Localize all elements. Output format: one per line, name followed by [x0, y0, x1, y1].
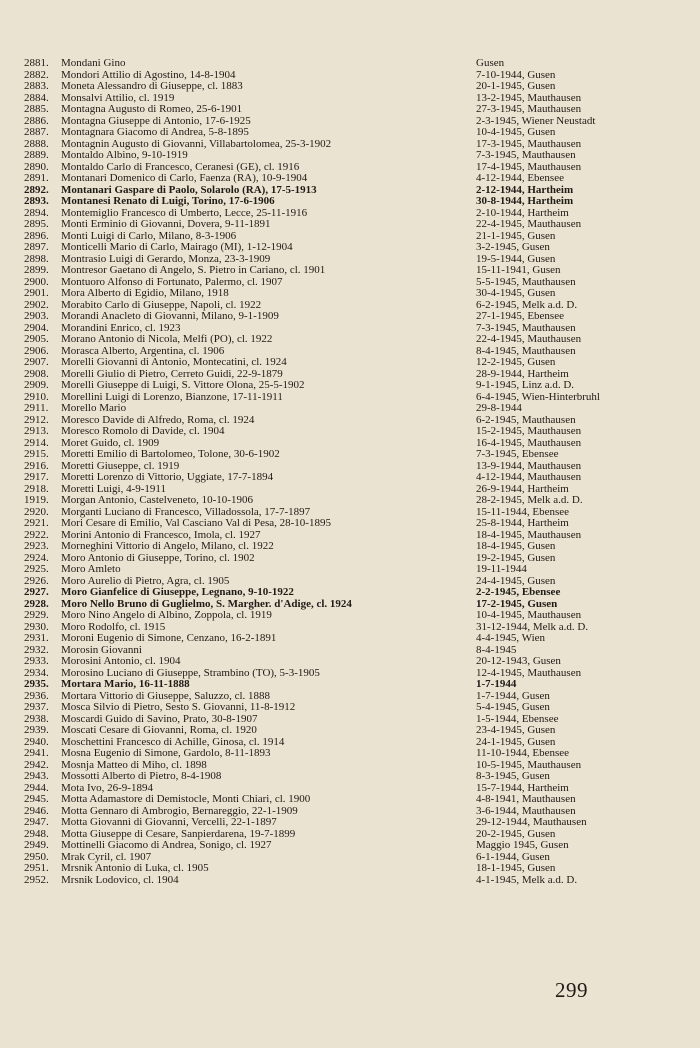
- list-item: [24, 725, 664, 737]
- entry-number: 2936.: [24, 689, 49, 702]
- entry-death-date-place: Maggio 1945, Gusen: [476, 839, 569, 851]
- entry-number: 2925.: [24, 563, 49, 575]
- entry-number: 2947.: [24, 816, 49, 828]
- list-item: [24, 817, 664, 829]
- entry-name-details: Moscardi Guido di Savino, Prato, 30-8-1907: [61, 713, 258, 725]
- entry-name-details: Motta Adamastore di Demistocle, Monti Chiari, cl. 1900: [61, 794, 311, 805]
- entry-number: 2897.: [24, 241, 49, 253]
- entry-death-date-place: 25-8-1944, Hartheim: [476, 517, 569, 529]
- entry-number: 2893.: [24, 195, 49, 207]
- entry-number: 2931.: [24, 632, 49, 644]
- entry-name-details: Moro Gianfelice di Giuseppe, Legnano, 9-10-1922: [61, 587, 294, 598]
- entry-name-details: Motta Giuseppe di Cesare, Sanpierdarena, 19-7-1899: [61, 828, 296, 840]
- list-item: [24, 576, 664, 588]
- entry-name-details: Morini Antonio di Francesco, Imola, cl. 1927: [61, 529, 261, 541]
- entry-name-details: Morosino Luciano di Giuseppe, Strambino (TO), 5-3-1905: [61, 667, 320, 679]
- entry-death-date-place: 30-4-1945, Gusen: [476, 287, 556, 299]
- entry-number: 2887.: [24, 126, 49, 138]
- entry-number: 2920.: [24, 505, 49, 518]
- list-item: [24, 346, 664, 358]
- list-item: [24, 254, 664, 266]
- entry-number: 2907.: [24, 356, 49, 368]
- entry-death-date-place: 7-3-1945, Mauthausen: [476, 149, 576, 161]
- entry-death-date-place: 7-3-1945, Ebensee: [476, 448, 559, 460]
- entry-death-date-place: 7-10-1944, Gusen: [476, 68, 556, 81]
- list-item: [24, 553, 664, 565]
- entry-name-details: Moro Amleto: [61, 564, 121, 575]
- list-item: [24, 277, 664, 289]
- entry-name-details: Mosna Eugenio di Simone, Gardolo, 8-11-1893: [61, 748, 271, 759]
- entry-death-date-place: 16-4-1945, Mauthausen: [476, 436, 582, 449]
- entry-number: 2932.: [24, 643, 49, 656]
- entry-number: 2892.: [24, 183, 49, 196]
- entry-name-details: Motta Giovanni di Giovanni, Vercelli, 22-1-1897: [61, 817, 277, 828]
- list-item: [24, 173, 664, 185]
- entry-number: 2914.: [24, 436, 49, 449]
- entry-name-details: Morellini Luigi di Lorenzo, Bianzone, 17-11-1911: [61, 391, 283, 403]
- list-item: [24, 357, 664, 369]
- entry-number: 2888.: [24, 137, 49, 150]
- entry-name-details: Morelli Giulio di Pietro, Cerreto Guidi, 22-9-1879: [61, 368, 283, 380]
- entry-name-details: Montagna Augusto di Romeo, 25-6-1901: [61, 104, 243, 115]
- entry-number: 2895.: [24, 218, 49, 230]
- entry-death-date-place: 4-1-1945, Melk a.d. D.: [476, 873, 578, 886]
- entry-number: 2921.: [24, 517, 49, 529]
- entry-death-date-place: 4-12-1944, Mauthausen: [476, 471, 582, 483]
- entry-number: 2899.: [24, 264, 49, 276]
- entry-death-date-place: 27-3-1945, Mauthausen: [476, 103, 582, 115]
- list-item: [24, 265, 664, 277]
- list-item: [24, 162, 664, 174]
- entry-death-date-place: 9-1-1945, Linz a.d. D.: [476, 379, 575, 391]
- entry-death-date-place: 31-12-1944, Melk a.d. D.: [476, 620, 589, 633]
- list-item: [24, 530, 664, 542]
- entry-name-details: Montagnara Giacomo di Andrea, 5-8-1895: [61, 127, 249, 138]
- list-item: [24, 104, 664, 116]
- entry-name-details: Morandini Enrico, cl. 1923: [61, 322, 181, 334]
- list-item: [24, 587, 664, 599]
- entry-name-details: Montanesi Renato di Luigi, Torino, 17-6-1906: [61, 196, 275, 207]
- entry-number: 2883.: [24, 80, 49, 92]
- entry-death-date-place: 17-3-1945, Mauthausen: [476, 137, 582, 150]
- entry-name-details: Mosnja Matteo di Miho, cl. 1898: [61, 759, 207, 771]
- entry-number: 2928.: [24, 597, 49, 610]
- entry-name-details: Montagnin Augusto di Giovanni, Villabartolomea, 25-3-1902: [61, 138, 332, 150]
- entry-death-date-place: 19-2-1945, Gusen: [476, 551, 556, 564]
- list-item: [24, 622, 664, 634]
- entry-name-details: Moretti Luigi, 4-9-1911: [61, 483, 166, 495]
- entry-name-details: Moro Antonio di Giuseppe, Torino, cl. 1902: [61, 552, 255, 564]
- entry-name-details: Montresor Gaetano di Angelo, S. Pietro in Cariano, cl. 1901: [61, 265, 326, 276]
- entry-number: 1919.: [24, 494, 49, 506]
- entry-death-date-place: 6-1-1944, Gusen: [476, 850, 550, 863]
- entry-number: 2903.: [24, 310, 49, 322]
- entry-number: 2910.: [24, 390, 49, 403]
- entry-name-details: Morandi Anacleto di Giovanni, Milano, 9-1-1909: [61, 311, 279, 322]
- deportee-list: [24, 58, 664, 886]
- entry-name-details: Mori Cesare di Emilio, Val Casciano Val di Pesa, 28-10-1895: [61, 518, 331, 529]
- list-item: [24, 242, 664, 254]
- entry-death-date-place: 19-11-1944: [476, 563, 527, 575]
- entry-number: 2881.: [24, 57, 49, 69]
- entry-name-details: Moro Rodolfo, cl. 1915: [61, 621, 166, 633]
- entry-name-details: Moret Guido, cl. 1909: [61, 437, 160, 449]
- entry-number: 2913.: [24, 425, 49, 437]
- entry-name-details: Moroni Eugenio di Simone, Cenzano, 16-2-1891: [61, 633, 277, 644]
- list-item: [24, 334, 664, 346]
- entry-name-details: Monti Luigi di Carlo, Milano, 8-3-1906: [61, 230, 237, 242]
- list-item: [24, 714, 664, 726]
- entry-death-date-place: 15-2-1945, Mauthausen: [476, 425, 582, 437]
- entry-number: 2933.: [24, 655, 49, 667]
- entry-death-date-place: 6-4-1945, Wien-Hinterbruhl: [476, 390, 600, 403]
- entry-name-details: Montrasio Luigi di Gerardo, Monza, 23-3-1909: [61, 253, 271, 265]
- entry-number: 2948.: [24, 827, 49, 840]
- list-item: [24, 426, 664, 438]
- entry-name-details: Morello Mario: [61, 403, 127, 414]
- entry-name-details: Morano Antonio di Nicola, Melfi (PO), cl. 1922: [61, 334, 273, 345]
- entry-number: 2912.: [24, 413, 49, 426]
- entry-death-date-place: 1-5-1944, Ebensee: [476, 712, 559, 725]
- entry-number: 2927.: [24, 586, 49, 598]
- entry-name-details: Montemiglio Francesco di Umberto, Lecce, 25-11-1916: [61, 207, 308, 219]
- entry-name-details: Mrak Cyril, cl. 1907: [61, 851, 152, 863]
- entry-number: 2911.: [24, 402, 49, 414]
- list-item: [24, 449, 664, 461]
- entry-name-details: Monsalvi Attilio, cl. 1919: [61, 92, 175, 104]
- entry-death-date-place: 23-4-1945, Gusen: [476, 724, 556, 736]
- entry-number: 2930.: [24, 620, 49, 633]
- list-item: [24, 495, 664, 507]
- entry-death-date-place: 22-4-1945, Mauthausen: [476, 333, 582, 345]
- entry-name-details: Mrsnik Antonio di Luka, cl. 1905: [61, 863, 209, 874]
- entry-death-date-place: 6-2-1945, Mauthausen: [476, 413, 576, 426]
- entry-name-details: Moresco Davide di Alfredo, Roma, cl. 1924: [61, 414, 255, 426]
- list-item: [24, 564, 664, 576]
- entry-death-date-place: 10-4-1945, Gusen: [476, 126, 556, 138]
- entry-number: 2939.: [24, 724, 49, 736]
- entry-name-details: Moschettini Francesco di Achille, Ginosa, cl. 1914: [61, 736, 285, 748]
- entry-number: 2917.: [24, 471, 49, 483]
- entry-number: 2891.: [24, 172, 49, 184]
- entry-death-date-place: 10-5-1945, Mauthausen: [476, 758, 582, 771]
- entry-number: 2934.: [24, 666, 49, 679]
- entry-number: 2949.: [24, 839, 49, 851]
- list-item: [24, 668, 664, 680]
- list-item: [24, 127, 664, 139]
- entry-death-date-place: 12-4-1945, Mauthausen: [476, 666, 582, 679]
- entry-name-details: Mondani Gino: [61, 58, 126, 69]
- list-item: [24, 380, 664, 392]
- entry-name-details: Morneghini Vittorio di Angelo, Milano, cl. 1922: [61, 541, 274, 552]
- list-item: [24, 875, 664, 887]
- entry-name-details: Montaldo Albino, 9-10-1919: [61, 150, 188, 161]
- entry-death-date-place: 2-3-1945, Wiener Neustadt: [476, 114, 596, 127]
- list-item: [24, 392, 664, 404]
- list-item: [24, 760, 664, 772]
- entry-name-details: Morabito Carlo di Giuseppe, Napoli, cl. 1922: [61, 299, 262, 311]
- list-item: [24, 748, 664, 760]
- list-item: [24, 840, 664, 852]
- entry-number: 2902.: [24, 298, 49, 311]
- list-item: [24, 656, 664, 668]
- entry-death-date-place: 24-4-1945, Gusen: [476, 574, 556, 587]
- entry-number: 2905.: [24, 333, 49, 345]
- list-item: [24, 311, 664, 323]
- entry-death-date-place: 2-2-1945, Ebensee: [476, 586, 561, 598]
- entry-name-details: Morelli Giuseppe di Luigi, S. Vittore Olona, 25-5-1902: [61, 380, 305, 391]
- list-item: [24, 288, 664, 300]
- entry-number: 2950.: [24, 850, 49, 863]
- entry-death-date-place: 20-2-1945, Gusen: [476, 827, 556, 840]
- entry-name-details: Montaldo Carlo di Francesco, Ceranesi (GE), cl. 1916: [61, 161, 300, 173]
- list-item: [24, 794, 664, 806]
- entry-name-details: Morelli Giovanni di Antonio, Montecatini, cl. 1924: [61, 357, 287, 368]
- entry-death-date-place: 30-8-1944, Hartheim: [476, 195, 574, 207]
- entry-name-details: Morgan Antonio, Castelveneto, 10-10-1906: [61, 495, 253, 506]
- entry-death-date-place: 1-7-1944, Gusen: [476, 689, 550, 702]
- entry-name-details: Moro Nello Bruno di Guglielmo, S. Margher. d'Adige, cl. 1924: [61, 598, 352, 610]
- entry-death-date-place: 13-2-1945, Mauthausen: [476, 91, 582, 104]
- entry-name-details: Montanari Gaspare di Paolo, Solarolo (RA), 17-5-1913: [61, 184, 317, 196]
- list-item: [24, 150, 664, 162]
- entry-death-date-place: 1-7-1944: [476, 678, 517, 690]
- entry-number: 2918.: [24, 482, 49, 495]
- entry-death-date-place: 20-1-1945, Gusen: [476, 80, 556, 92]
- entry-number: 2922.: [24, 528, 49, 541]
- entry-number: 2889.: [24, 149, 49, 161]
- entry-death-date-place: 28-9-1944, Hartheim: [476, 367, 569, 380]
- list-item: [24, 852, 664, 864]
- entry-death-date-place: 8-4-1945, Mauthausen: [476, 344, 576, 357]
- entry-name-details: Mrsnik Lodovico, cl. 1904: [61, 874, 179, 886]
- entry-name-details: Montagna Giuseppe di Antonio, 17-6-1925: [61, 115, 251, 127]
- entry-death-date-place: 24-1-1945, Gusen: [476, 735, 556, 748]
- list-item: [24, 196, 664, 208]
- entry-name-details: Moneta Alessandro di Giuseppe, cl. 1883: [61, 81, 243, 92]
- entry-death-date-place: 4-12-1944, Ebensee: [476, 172, 564, 184]
- entry-name-details: Morganti Luciano di Francesco, Villadossola, 17-7-1897: [61, 506, 311, 518]
- entry-number: 2909.: [24, 379, 49, 391]
- entry-death-date-place: 15-11-1941, Gusen: [476, 264, 561, 276]
- list-item: [24, 691, 664, 703]
- entry-death-date-place: 19-5-1944, Gusen: [476, 252, 556, 265]
- entry-number: 2894.: [24, 206, 49, 219]
- entry-number: 2890.: [24, 160, 49, 173]
- entry-death-date-place: 5-4-1945, Gusen: [476, 701, 550, 713]
- entry-name-details: Moresco Romolo di Davide, cl. 1904: [61, 426, 225, 437]
- entry-death-date-place: 18-4-1945, Gusen: [476, 540, 556, 552]
- entry-death-date-place: 7-3-1945, Mauthausen: [476, 321, 576, 334]
- entry-name-details: Mota Ivo, 26-9-1894: [61, 782, 153, 794]
- entry-number: 2945.: [24, 793, 49, 805]
- entry-name-details: Moretti Giuseppe, cl. 1919: [61, 460, 180, 472]
- entry-death-date-place: 10-4-1945, Mauthausen: [476, 609, 582, 621]
- entry-death-date-place: 21-1-1945, Gusen: [476, 229, 556, 242]
- entry-number: 2885.: [24, 103, 49, 115]
- entry-number: 2926.: [24, 574, 49, 587]
- entry-death-date-place: 2-10-1944, Hartheim: [476, 206, 569, 219]
- entry-number: 2935.: [24, 678, 49, 690]
- entry-death-date-place: 6-2-1945, Melk a.d. D.: [476, 298, 578, 311]
- entry-number: 2946.: [24, 804, 49, 817]
- entry-name-details: Morosini Antonio, cl. 1904: [61, 656, 181, 667]
- entry-name-details: Morasca Alberto, Argentina, cl. 1906: [61, 345, 225, 357]
- entry-death-date-place: Gusen: [476, 57, 505, 69]
- entry-number: 2904.: [24, 321, 49, 334]
- entry-death-date-place: 5-5-1945, Mauthausen: [476, 275, 576, 288]
- list-item: [24, 300, 664, 312]
- list-item: [24, 771, 664, 783]
- entry-number: 2886.: [24, 114, 49, 127]
- entry-name-details: Monti Erminio di Giovanni, Dovera, 9-11-1891: [61, 219, 271, 230]
- list-item: [24, 58, 664, 70]
- entry-death-date-place: 17-2-1945, Gusen: [476, 597, 558, 610]
- entry-number: 2898.: [24, 252, 49, 265]
- entry-death-date-place: 27-1-1945, Ebensee: [476, 310, 564, 322]
- entry-name-details: Motta Gennaro di Ambrogio, Bernareggio, 22-1-1909: [61, 805, 298, 817]
- entry-death-date-place: 26-9-1944, Hartheim: [476, 482, 569, 495]
- list-item: [24, 633, 664, 645]
- entry-name-details: Mortara Mario, 16-11-1888: [61, 679, 190, 690]
- entry-name-details: Monticelli Mario di Carlo, Mairago (MI), 1-12-1904: [61, 242, 293, 253]
- list-item: [24, 231, 664, 243]
- entry-death-date-place: 3-6-1944, Mauthausen: [476, 804, 576, 817]
- entry-number: 2943.: [24, 770, 49, 782]
- entry-death-date-place: 12-2-1945, Gusen: [476, 356, 556, 368]
- list-item: [24, 863, 664, 875]
- entry-name-details: Moretti Lorenzo di Vittorio, Uggiate, 17-7-1894: [61, 472, 274, 483]
- entry-number: 2952.: [24, 873, 49, 886]
- entry-death-date-place: 8-3-1945, Gusen: [476, 770, 550, 782]
- entry-number: 2944.: [24, 781, 49, 794]
- entry-number: 2900.: [24, 275, 49, 288]
- entry-number: 2906.: [24, 344, 49, 357]
- entry-death-date-place: 22-4-1945, Mauthausen: [476, 218, 582, 230]
- entry-name-details: Mottinelli Giacomo di Andrea, Sonigo, cl. 1927: [61, 840, 272, 851]
- entry-number: 2908.: [24, 367, 49, 380]
- list-item: [24, 679, 664, 691]
- entry-number: 2924.: [24, 551, 49, 564]
- entry-number: 2929.: [24, 609, 49, 621]
- entry-death-date-place: 28-2-1945, Melk a.d. D.: [476, 494, 583, 506]
- list-item: [24, 116, 664, 128]
- entry-death-date-place: 29-12-1944, Mauthausen: [476, 816, 587, 828]
- entry-number: 2941.: [24, 747, 49, 759]
- entry-number: 2916.: [24, 459, 49, 472]
- entry-death-date-place: 8-4-1945: [476, 643, 517, 656]
- entry-name-details: Mossotti Alberto di Pietro, 8-4-1908: [61, 771, 222, 782]
- entry-death-date-place: 17-4-1945, Mauthausen: [476, 160, 582, 173]
- entry-number: 2937.: [24, 701, 49, 713]
- list-item: [24, 70, 664, 82]
- list-item: [24, 645, 664, 657]
- list-item: [24, 472, 664, 484]
- entry-death-date-place: 2-12-1944, Hartheim: [476, 183, 574, 196]
- entry-number: 2951.: [24, 862, 49, 874]
- entry-death-date-place: 15-11-1944, Ebensee: [476, 505, 570, 518]
- list-item: [24, 219, 664, 231]
- entry-death-date-place: 3-2-1945, Gusen: [476, 241, 550, 253]
- entry-number: 2938.: [24, 712, 49, 725]
- entry-death-date-place: 18-4-1945, Mauthausen: [476, 528, 582, 541]
- entry-death-date-place: 20-12-1943, Gusen: [476, 655, 561, 667]
- entry-number: 2882.: [24, 68, 49, 81]
- entry-number: 2901.: [24, 287, 49, 299]
- entry-name-details: Moro Aurelio di Pietro, Agra, cl. 1905: [61, 575, 230, 587]
- entry-name-details: Moretti Emilio di Bartolomeo, Tolone, 30-6-1902: [61, 449, 280, 460]
- list-item: [24, 702, 664, 714]
- entry-number: 2915.: [24, 448, 49, 460]
- entry-name-details: Montanari Domenico di Carlo, Faenza (RA), 10-9-1904: [61, 173, 308, 184]
- entry-name-details: Mosca Silvio di Pietro, Sesto S. Giovanni, 11-8-1912: [61, 702, 296, 713]
- list-item: [24, 518, 664, 530]
- entry-death-date-place: 29-8-1944: [476, 402, 522, 414]
- entry-death-date-place: 15-7-1944, Hartheim: [476, 781, 569, 794]
- entry-name-details: Mora Alberto di Egidio, Milano, 1918: [61, 288, 229, 299]
- list-item: [24, 541, 664, 553]
- list-item: [24, 438, 664, 450]
- entry-name-details: Morosin Giovanni: [61, 644, 142, 656]
- entry-name-details: Mortara Vittorio di Giuseppe, Saluzzo, cl. 1888: [61, 690, 271, 702]
- entry-name-details: Montuoro Alfonso di Fortunato, Palermo, cl. 1907: [61, 276, 283, 288]
- entry-number: 2940.: [24, 735, 49, 748]
- list-item: [24, 403, 664, 415]
- list-item: [24, 81, 664, 93]
- entry-death-date-place: 4-8-1941, Mauthausen: [476, 793, 576, 805]
- list-item: [24, 610, 664, 622]
- page-number: 299: [555, 978, 588, 1002]
- entry-number: 2896.: [24, 229, 49, 242]
- entry-name-details: Mondori Attilio di Agostino, 14-8-1904: [61, 69, 236, 81]
- entry-number: 2923.: [24, 540, 49, 552]
- entry-name-details: Moscati Cesare di Giovanni, Roma, cl. 1920: [61, 725, 257, 736]
- entry-number: 2942.: [24, 758, 49, 771]
- entry-death-date-place: 11-10-1944, Ebensee: [476, 747, 570, 759]
- entry-death-date-place: 18-1-1945, Gusen: [476, 862, 556, 874]
- entry-death-date-place: 13-9-1944, Mauthausen: [476, 459, 582, 472]
- entry-name-details: Moro Nino Angelo di Albino, Zoppola, cl. 1919: [61, 610, 272, 621]
- entry-number: 2884.: [24, 91, 49, 104]
- entry-death-date-place: 4-4-1945, Wien: [476, 632, 546, 644]
